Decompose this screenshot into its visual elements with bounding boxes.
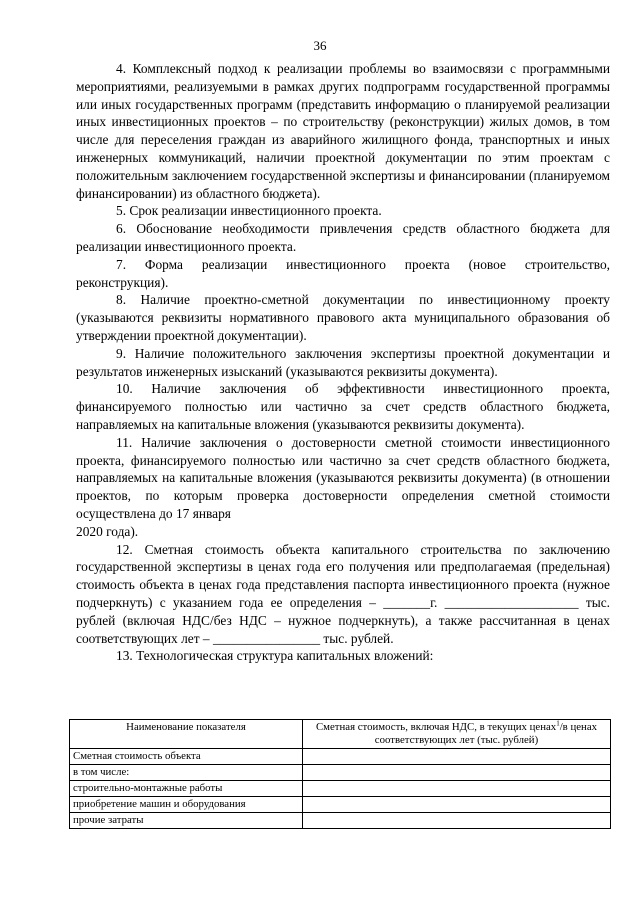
table-row	[70, 781, 611, 797]
paragraph-13: 13. Технологическая структура капитальных вложений:	[116, 648, 434, 664]
page-number: 36	[313, 38, 327, 53]
paragraph-4: 4. Комплексный подход к реализации проблемы во взаимосвязи с программными мероприятиями, реализуемыми в рамках других подпрограмм государственной программы или иных государственных программ (представить информацию о планируемой реализации иных инвестиционных проектов – по строительству (реконструкции) жилых домов, в том числе для переселения граждан из аварийного жилищного фонда, транспортных и иных инженерных коммуникаций, наличии проектной документации по этим проектам с положительным заключением государственной экспертизы и финансировании (планируемом финансировании) из областного бюджета).	[76, 61, 610, 201]
table-row	[70, 765, 611, 781]
table-row	[70, 749, 611, 765]
paragraph-11-continuation: 2020 года).	[76, 523, 139, 539]
row-name: в том числе:	[70, 765, 303, 781]
paragraph-10: 10. Наличие заключения об эффективности инвестиционного проекта, финансируемого полностью или частично за счет средств областного бюджета, направляемых на капитальные вложения (указываются реквизиты документа).	[76, 381, 610, 432]
row-value	[303, 749, 611, 765]
paragraph-6: 6. Обоснование необходимости привлечения средств областного бюджета для реализации инвестиционного проекта.	[76, 221, 610, 254]
table-row	[70, 797, 611, 813]
row-value	[303, 813, 611, 829]
row-value	[303, 797, 611, 813]
row-name: прочие затраты	[70, 813, 303, 829]
header-indicator-name: Наименование показателя	[70, 720, 303, 749]
document-body	[76, 60, 610, 665]
paragraph-5: 5. Срок реализации инвестиционного проекта.	[116, 203, 382, 219]
row-name: приобретение машин и оборудования	[70, 797, 303, 813]
table-header-row	[70, 720, 611, 749]
row-value	[303, 781, 611, 797]
paragraph-12: 12. Сметная стоимость объекта капитального строительства по заключению государственной экспертизы в ценах года его получения или предполагаемая (предельная) стоимость объекта в ценах года представления паспорта инвестиционного проекта (нужное подчеркнуть) с указанием года ее определения – _______г. ____________________ тыс. рублей (включая НДС/без НДС – нужное подчеркнуть), а также рассчитанная в ценах соответствующих лет – ________________ тыс. рублей.	[76, 541, 610, 646]
header-estimated-cost-part-b: /в ценах соответствующих лет (тыс. рублей)	[374, 721, 598, 746]
paragraph-8: 8. Наличие проектно-сметной документации по инвестиционному проекту (указываются реквизиты нормативного правового акта муниципального образования об утверждении проектной документации).	[76, 292, 610, 343]
header-estimated-cost	[303, 720, 611, 749]
paragraph-9: 9. Наличие положительного заключения экспертизы проектной документации и результатов инженерных изысканий (указываются реквизиты документа).	[76, 345, 610, 379]
paragraph-11: 11. Наличие заключения о достоверности сметной стоимости инвестиционного проекта, финансируемого полностью или частично за счет средств областного бюджета, направляемых на капитальные вложения (указываются реквизиты документа) (в отношении проектов, по которым проверка достоверности определения сметной стоимости осуществлена до 17 января	[76, 434, 610, 521]
footnote-marker: 1	[556, 719, 560, 728]
paragraph-7: 7. Форма реализации инвестиционного проекта (новое строительство, реконструкция).	[76, 256, 610, 290]
row-name: строительно-монтажные работы	[70, 781, 303, 797]
capital-investment-structure-table	[69, 719, 611, 829]
row-name: Сметная стоимость объекта	[70, 749, 303, 765]
row-value	[303, 765, 611, 781]
header-estimated-cost-part-a: Сметная стоимость, включая НДС, в текущих ценах	[315, 721, 557, 733]
table-row	[70, 813, 611, 829]
